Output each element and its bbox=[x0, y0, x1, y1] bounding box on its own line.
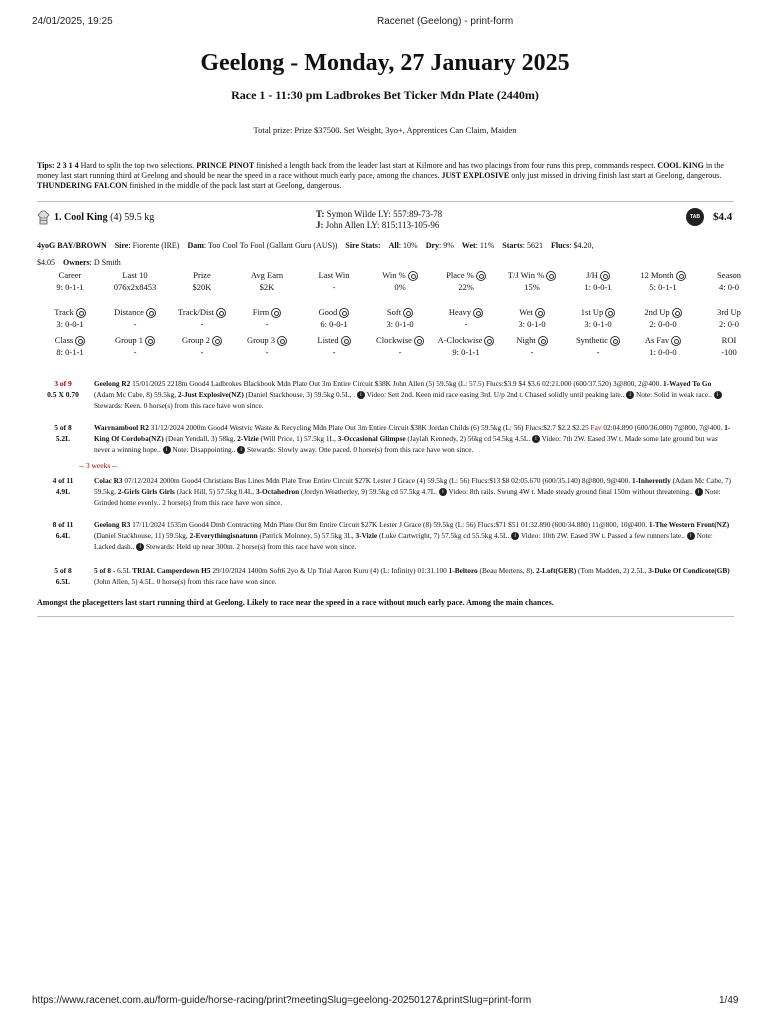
divider bbox=[37, 201, 734, 202]
print-url: https://www.racenet.com.au/form-guide/horse-racing/print?meetingSlug=geelong-20250127&printSlug=print-form bbox=[32, 995, 532, 1006]
stat-label: Group 1 bbox=[100, 334, 170, 346]
jockey-silks-icon bbox=[37, 210, 50, 225]
stat-cell bbox=[365, 334, 435, 358]
stat-label: Prize bbox=[193, 270, 211, 280]
stat-value: 3: 0-0-1 bbox=[56, 319, 84, 330]
stat-cell bbox=[35, 269, 105, 293]
stat-value: $20K bbox=[192, 282, 212, 292]
stat-cell bbox=[299, 334, 369, 358]
race-title: Race 1 - 11:30 pm Ladbrokes Bet Ticker Mdn Plate (2440m) bbox=[231, 88, 539, 102]
print-title: Racenet (Geelong) - print-form bbox=[377, 16, 514, 27]
stat-value: 3: 0-1-0 bbox=[584, 319, 612, 330]
stat-cell bbox=[497, 334, 567, 358]
comment-icon[interactable]: i bbox=[439, 488, 447, 496]
stat-info-icon[interactable] bbox=[146, 308, 156, 318]
stat-info-icon[interactable] bbox=[339, 308, 349, 318]
stat-info-icon[interactable] bbox=[216, 308, 226, 318]
stat-info-icon[interactable] bbox=[610, 336, 620, 346]
stat-cell bbox=[35, 334, 105, 358]
stat-label: 12 Month bbox=[628, 269, 698, 281]
stat-value: 2: 0-0-0 bbox=[649, 319, 677, 330]
stat-label: Clockwise bbox=[365, 334, 435, 346]
stat-value: 3: 0-1-0 bbox=[386, 319, 414, 330]
stat-info-icon[interactable] bbox=[672, 308, 682, 318]
divider bbox=[37, 616, 734, 617]
stat-label: ROI bbox=[721, 335, 737, 345]
run-details: Colac R3 07/12/2024 2000m Good4 Christians Bus Lines Mdn Plate True Entire Circuit $27K Lester J Grace (4) 59.5kg (L: 56) Flucs:$13 $8 02:05.670 (600/35.140) 8@800, 9@400. 1-Inherently (Adam Mc Cabe, 7) 59.5kg, 2-Girls Girls Girls (Jack Hill, 5) 57.5kg 0.4L, 3-Octahedron (Jordyn Weatherley, 9) 59.5kg cd 57.5kg 4.7L. i Video: 8th rails. Swung 4W t. Made steady ground final 150m without threatening.. i Note: Grinded home evenly.. 2 horse(s) from this race have won since. bbox=[94, 476, 731, 507]
stat-value: -100 bbox=[721, 347, 737, 357]
stat-value: 8: 0-1-1 bbox=[56, 347, 84, 358]
stat-info-icon[interactable] bbox=[476, 271, 486, 281]
stat-value: 15% bbox=[524, 282, 540, 293]
stat-cell bbox=[497, 306, 567, 330]
stat-label: Avg Earn bbox=[250, 270, 284, 280]
stat-label: Night bbox=[497, 334, 567, 346]
stat-value: - bbox=[332, 347, 336, 358]
weeks-gap: -- 3 weeks -- bbox=[79, 461, 118, 470]
stat-value: 0% bbox=[394, 282, 406, 293]
trainer-jockey: T: Symon Wilde LY: 557:89-73-78 J: John Allen LY: 815:113-105-96 bbox=[316, 209, 443, 230]
horse-odds: $4.4 bbox=[713, 211, 733, 223]
stat-value: - bbox=[265, 319, 269, 330]
run-details: Geelong R3 17/11/2024 1535m Good4 Dmb Contracting Mdn Plate Out 8m Entire Circuit $27K Lester J Grace (8) 59.5kg (L: 56) Flucs:$71 $51 01:32.890 (600/34.880) 11@800, 10@400. 1-The Western Front(NZ) (Daniel Stackhouse, 11) 59.5kg, 2-Everythingisnatunn (Patrick Moloney, 5) 57.5kg 3L, 3-Vizie (Luke Cartwright, 7) 57.5kg cd 55.5kg 4.5L. i Video: 10th 2W. Eased 3W t. Passed a few runners late.. i Note: Lacked dash.. i Stewards: Held up near 300m. 2 horse(s) from this race have won since. bbox=[94, 520, 730, 551]
summary-comment: Amongst the placegetters last start running third at Geelong. Likely to race near the speed in a race without much early pace. Among the main chances. bbox=[37, 598, 554, 607]
run-result: 3 of 9 0.5 X 0.70 bbox=[47, 379, 79, 399]
stat-info-icon[interactable] bbox=[546, 271, 556, 281]
stat-cell bbox=[299, 306, 369, 330]
run-details: 5 of 8 - 6.5L TRIAL Camperdown H5 29/10/2024 1400m Soft6 2yo & Up Trial Aaron Kuru (4) (L: Infinity) 01:31.100 1-Beltoro (Beau Mertens, 8), 2-Loft(GER) (Tom Madden, 2) 2.5L, 3-Duke Of Condicote(GB) (John Allen, 5) 4.5L. 0 horse(s) from this race have won since. bbox=[94, 566, 730, 586]
stat-label: Last 10 bbox=[122, 270, 148, 280]
stat-cell bbox=[694, 334, 764, 358]
stat-info-icon[interactable] bbox=[75, 336, 85, 346]
stat-cell bbox=[167, 306, 237, 330]
stat-cell bbox=[167, 269, 237, 293]
stat-label: As Fav bbox=[628, 334, 698, 346]
stat-value: - bbox=[200, 319, 204, 330]
stat-cell bbox=[365, 306, 435, 330]
stat-info-icon[interactable] bbox=[676, 271, 686, 281]
stat-info-icon[interactable] bbox=[76, 308, 86, 318]
comment-icon[interactable]: i bbox=[626, 391, 634, 399]
stat-label: 2nd Up bbox=[628, 306, 698, 318]
run-details: Warrnambool R2 31/12/2024 2000m Good4 Westvic Waste & Recycling Mdn Plate Out 3m Entire Circuit $38K Jordan Childs (6) 59.5kg (L: 56) Flucs:$2.7 $2.2 $2.25 Fav 02:04.890 (600/36.000) 7@800, 7@400. 1-King Of Cordoba(NZ) (Dean Yendall, 3) 58kg, 2-Vizie (Will Price, 1) 57.5kg 1L, 3-Occasional Glimpse (Jaylah Kennedy, 2) 56kg cd 54.5kg 4.5L. i Video: 7th 2W. Eased 3W t. Made some late ground but was never a winning hope.. i Note: Disappointing.. i Stewards: Slowly away. One paced. 0 horse(s) from this race have won since. bbox=[94, 423, 731, 454]
stat-info-icon[interactable] bbox=[671, 336, 681, 346]
run-details: Geelong R2 15/01/2025 2218m Good4 Ladbrokes Blackbook Mdn Plate Out 3m Entire Circuit $38K John Allen (5) 59.5kg (L: 57.5) Flucs:$3.9 $4 $3.6 02:21.000 (600/37.520) 3@800, 2@400. 1-Wayed To Go (Adam Mc Cabe, 8) 59.5kg, 2-Just Explosive(NZ) (Daniel Stackhouse, 3) 59.5kg 0.5L, . i Video: Sett 2nd. Keen mid race easing 3rd. U/p 2nd t. Chased solidly until peaking late.. i Note: Solid in weak race.. i Stewards: Keen. 0 horse(s) from this race have won since. bbox=[94, 378, 732, 411]
comment-icon[interactable]: i bbox=[687, 532, 695, 540]
stat-value: 1: 0-0-1 bbox=[584, 282, 612, 293]
horse-weight: 59.5 kg bbox=[124, 211, 155, 223]
stat-value: - bbox=[200, 347, 204, 358]
stat-info-icon[interactable] bbox=[271, 308, 281, 318]
horse-heading bbox=[37, 210, 154, 225]
horse-barrier: (4) bbox=[110, 211, 122, 223]
stat-cell bbox=[232, 269, 302, 293]
stat-info-icon[interactable] bbox=[538, 336, 548, 346]
stat-cell bbox=[563, 306, 633, 330]
comment-icon[interactable]: i bbox=[237, 446, 245, 454]
stat-label: 1st Up bbox=[563, 306, 633, 318]
stat-cell bbox=[431, 269, 501, 293]
stat-cell bbox=[563, 334, 633, 358]
stat-label: Heavy bbox=[431, 306, 501, 318]
stat-cell bbox=[431, 334, 501, 358]
stat-value: 5: 0-1-1 bbox=[649, 282, 677, 293]
stat-value: - bbox=[332, 282, 336, 292]
stat-value: 4: 0-0 bbox=[718, 282, 740, 292]
comment-icon[interactable]: i bbox=[357, 391, 365, 399]
stat-label: A-Clockwise bbox=[431, 334, 501, 346]
stat-info-icon[interactable] bbox=[484, 336, 494, 346]
stat-cell bbox=[299, 269, 369, 293]
stat-cell bbox=[232, 306, 302, 330]
stat-label: Season bbox=[716, 270, 742, 280]
stat-value: 1: 0-0-0 bbox=[649, 347, 677, 358]
stat-label: Win % bbox=[365, 269, 435, 281]
stat-info-icon[interactable] bbox=[212, 336, 222, 346]
stat-label: Group 2 bbox=[167, 334, 237, 346]
stat-cell bbox=[100, 306, 170, 330]
stat-value: 9: 0-1-1 bbox=[56, 282, 84, 292]
stat-value: - bbox=[133, 347, 137, 358]
stat-value: - bbox=[596, 347, 600, 358]
stat-label: Career bbox=[58, 270, 82, 280]
stat-value: 3: 0-1-0 bbox=[518, 319, 546, 330]
stat-label: Track/Dist bbox=[167, 306, 237, 318]
stat-label: 3rd Up bbox=[717, 307, 741, 317]
stat-cell bbox=[100, 334, 170, 358]
comment-icon[interactable]: i bbox=[163, 446, 171, 454]
stat-info-icon[interactable] bbox=[145, 336, 155, 346]
stat-cell bbox=[694, 269, 764, 293]
run-result: 8 of 11 6.4L bbox=[52, 520, 74, 540]
stat-info-icon[interactable] bbox=[414, 336, 424, 346]
stat-label: Class bbox=[35, 334, 105, 346]
jockey-name[interactable]: John Allen LY: 815:113-105-96 bbox=[325, 220, 440, 230]
stat-value: 22% bbox=[458, 282, 474, 293]
prize-line: Total prize: Prize $37500. Set Weight, 3yo+, Apprentices Can Claim, Maiden bbox=[253, 125, 517, 135]
stat-cell bbox=[694, 306, 764, 330]
stat-info-icon[interactable] bbox=[473, 308, 483, 318]
stat-info-icon[interactable] bbox=[605, 308, 615, 318]
horse-name[interactable]: 1. Cool King bbox=[54, 211, 108, 223]
tab-logo-icon: TAB bbox=[686, 208, 704, 226]
stat-cell bbox=[431, 306, 501, 330]
stat-label: Track bbox=[35, 306, 105, 318]
stat-label: Distance bbox=[100, 306, 170, 318]
stat-value: 076x2x8453 bbox=[113, 282, 157, 292]
stat-label: T/J Win % bbox=[497, 269, 567, 281]
comment-icon[interactable]: i bbox=[695, 488, 703, 496]
comment-icon[interactable]: i bbox=[136, 543, 144, 551]
stat-info-icon[interactable] bbox=[600, 271, 610, 281]
run-result: 5 of 8 5.2L bbox=[54, 423, 72, 443]
stat-label: Firm bbox=[232, 306, 302, 318]
stat-cell bbox=[628, 334, 698, 358]
stat-info-icon[interactable] bbox=[408, 271, 418, 281]
stat-cell bbox=[167, 334, 237, 358]
print-datetime: 24/01/2025, 19:25 bbox=[32, 16, 113, 27]
run-result: 5 of 8 6.5L bbox=[54, 566, 72, 586]
stat-value: - bbox=[265, 347, 269, 358]
stat-cell bbox=[563, 269, 633, 293]
stat-cell bbox=[35, 306, 105, 330]
meeting-title: Geelong - Monday, 27 January 2025 bbox=[200, 50, 570, 76]
page-number: 1/49 bbox=[719, 995, 739, 1006]
stat-cell bbox=[232, 334, 302, 358]
stat-cell bbox=[497, 269, 567, 293]
comment-icon[interactable]: i bbox=[532, 435, 540, 443]
stat-info-icon[interactable] bbox=[535, 308, 545, 318]
stat-value: - bbox=[464, 319, 468, 330]
stat-label: Last Win bbox=[318, 270, 350, 280]
stat-value: 2: 0-0 bbox=[718, 319, 740, 329]
tips-paragraph: Tips: 2 3 1 4 Hard to split the top two selections. PRINCE PINOT finished a length back from the leader last start at Kilmore and has two placings from four runs this prep, commands respect. COOL KING in the money last start running third at Geelong and should be near the speed in a race without much early pace, among the chances. JUST EXPLOSIVE only just missed in driving finish last start at Geelong, dangerous. THUNDERING FALCON finished in the middle of the pack last start at Geelong, dangerous. bbox=[37, 161, 724, 190]
stat-label: Wet bbox=[497, 306, 567, 318]
stat-value: $2K bbox=[259, 282, 275, 292]
trainer-name[interactable]: Symon Wilde LY: 557:89-73-78 bbox=[326, 209, 443, 219]
stat-label: Listed bbox=[299, 334, 369, 346]
stat-value: - bbox=[530, 347, 534, 358]
run-result: 4 of 11 4.9L bbox=[52, 476, 74, 496]
stat-label: Good bbox=[299, 306, 369, 318]
stat-cell bbox=[628, 306, 698, 330]
stat-cell bbox=[365, 269, 435, 293]
stat-cell bbox=[100, 269, 170, 293]
horse-info: 4yoG BAY/BROWN Sire: Fiorente (IRE) Dam: Too Cool To Fool (Gallant Guru (AUS)) Sire Stats: All: 10% Dry: 9% Wet: 11% Starts: 5621 Flucs: $4.20, $4.05 Owners: D Smith bbox=[37, 241, 594, 267]
stat-value: 9: 0-1-1 bbox=[452, 347, 480, 358]
stat-label: Group 3 bbox=[232, 334, 302, 346]
stat-label: Place % bbox=[431, 269, 501, 281]
comment-icon[interactable]: i bbox=[714, 391, 722, 399]
stat-value: 6: 0-0-1 bbox=[320, 319, 348, 330]
stat-info-icon[interactable] bbox=[341, 336, 351, 346]
stat-info-icon[interactable] bbox=[277, 336, 287, 346]
stat-label: Synthetic bbox=[563, 334, 633, 346]
stat-value: - bbox=[398, 347, 402, 358]
stat-cell bbox=[628, 269, 698, 293]
stat-value: - bbox=[133, 319, 137, 330]
stat-label: J/H bbox=[563, 269, 633, 281]
comment-icon[interactable]: i bbox=[511, 532, 519, 540]
stat-label: Soft bbox=[365, 306, 435, 318]
stat-info-icon[interactable] bbox=[403, 308, 413, 318]
